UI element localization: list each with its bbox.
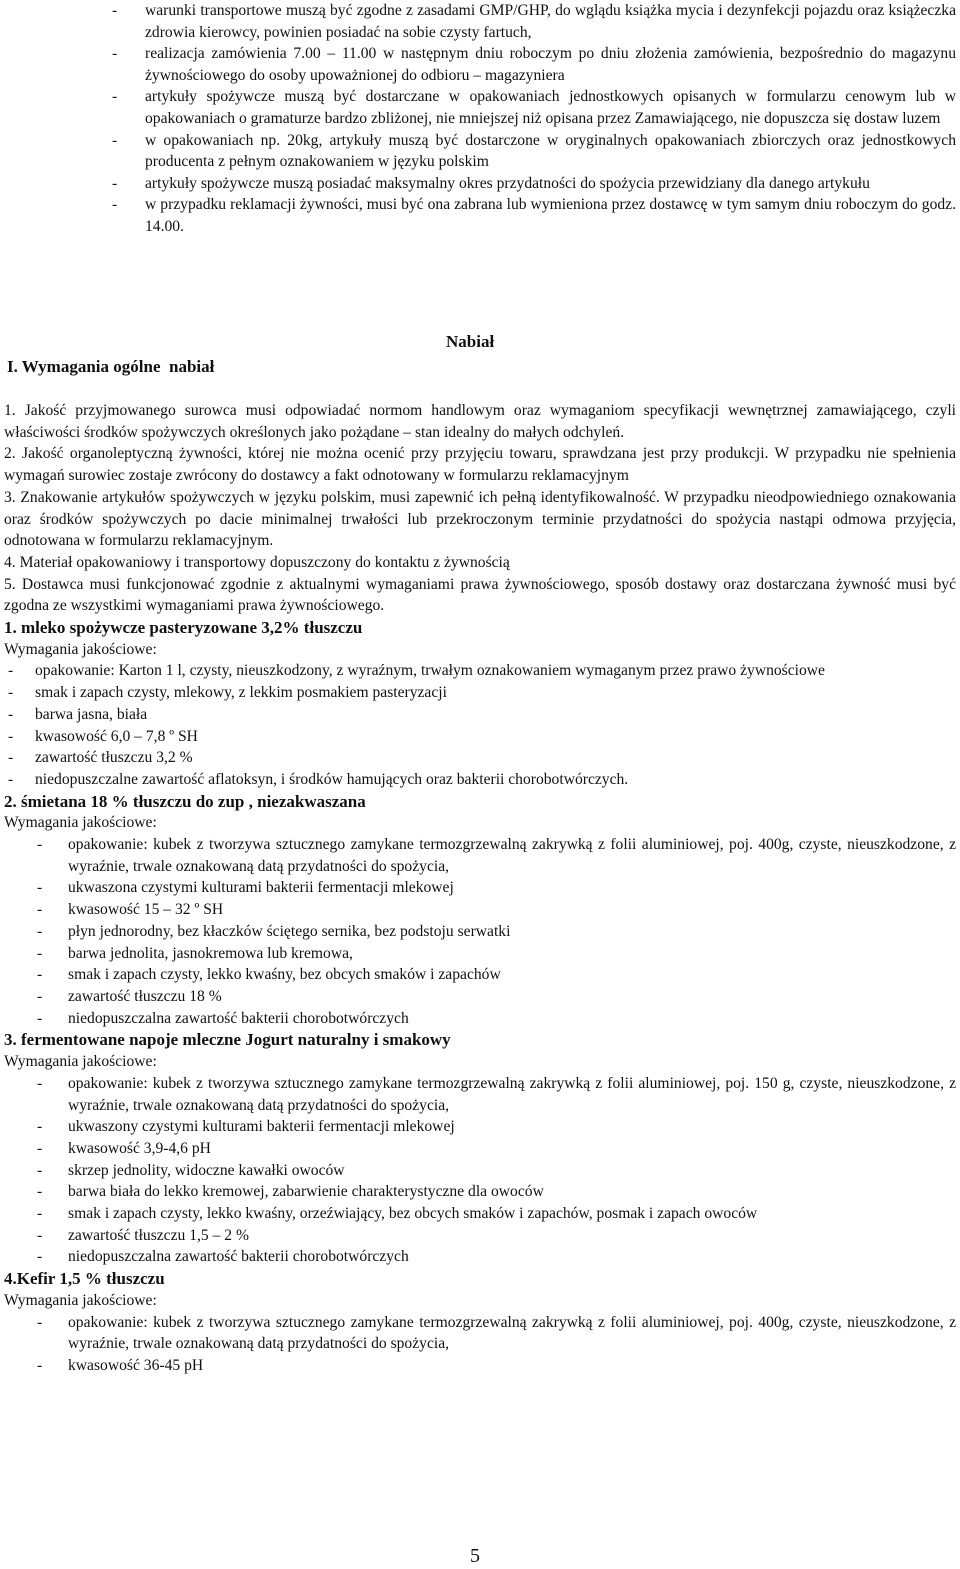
bullet-dash: - — [8, 705, 14, 723]
list-item — [4, 86, 956, 129]
bullet-dash: - — [37, 1313, 43, 1331]
bullet-dash: - — [112, 88, 118, 106]
list-item-text: smak i zapach czysty, lekko kwaśny, bez obcych smaków i zapachów — [68, 966, 501, 984]
list-item-text: w opakowaniach np. 20kg, artykuły muszą być dostarczone w oryginalnych opakowaniach zbiorczych oraz jednostkowych producenta z pełnym oznakowaniem w języku polskim — [145, 131, 956, 171]
list-item — [4, 964, 956, 986]
list-item-text: artykuły spożywcze muszą posiadać maksymalny okres przydatności do spożycia przewidziany dla danego artykułu — [145, 174, 870, 192]
list-item — [4, 877, 956, 899]
general-requirement: 2. Jakość organoleptyczną żywności, której nie można ocenić przy przyjęciu towaru, sprawdzana jest przy produkcji. W przypadku nie spełnienia wymagań surowiec zostaje zwrócony do dostawcy a fakt odnotowany w formularzu reklamacyjnym — [4, 445, 956, 485]
list-item-text: płyn jednorodny, bez kłaczków ściętego sernika, bez podstoju serwatki — [68, 922, 511, 940]
list-item-text: barwa jednolita, jasnokremowa lub kremowa, — [68, 944, 353, 962]
list-item — [4, 1246, 956, 1268]
bullet-dash: - — [8, 727, 14, 745]
bullet-dash: - — [37, 1161, 43, 1179]
bullet-dash: - — [8, 662, 14, 680]
list-item-text: barwa biała do lekko kremowej, zabarwienie charakterystyczne dla owoców — [68, 1183, 544, 1201]
requirements-label: Wymagania jakościowe: — [4, 814, 157, 832]
bullet-dash: - — [37, 1226, 43, 1244]
section-title: Nabiał — [446, 332, 495, 351]
list-item-text: w przypadku reklamacji żywności, musi być ona zabrana lub wymieniona przez dostawcę w tym samym dniu roboczym do godz. 14.00. — [145, 196, 956, 235]
bullet-dash: - — [37, 1118, 43, 1136]
list-item — [4, 726, 956, 748]
list-item — [4, 1312, 956, 1355]
bullet-dash: - — [37, 1183, 43, 1201]
list-item-text: skrzep jednolity, widoczne kawałki owoców — [68, 1161, 345, 1179]
requirements-label: Wymagania jakościowe: — [4, 1053, 157, 1071]
requirements-body — [4, 400, 956, 1377]
list-item-text: barwa jasna, biała — [35, 705, 148, 723]
list-item — [4, 194, 956, 237]
list-item — [4, 0, 956, 43]
list-item — [4, 834, 956, 877]
list-item — [4, 704, 956, 726]
list-item-text: kwasowość 15 – 32 º SH — [68, 901, 224, 919]
list-item-text: ukwaszony czystymi kulturami bakterii fermentacji mlekowej — [68, 1118, 455, 1136]
list-item — [4, 1181, 956, 1203]
bullet-dash: - — [37, 966, 43, 984]
list-item-text: opakowanie: kubek z tworzywa sztucznego zamykane termozgrzewalną zakrywką z folii aluminiowej, poj. 400g, czyste, nieuszkodzone, z wyraźnie, trwale oznakowaną datą przydatności do spożycia, — [68, 836, 956, 875]
list-item — [4, 747, 956, 769]
requirements-heading: I. Wymagania ogólne nabiał — [7, 357, 215, 376]
list-item — [4, 1073, 956, 1116]
list-item — [4, 1225, 956, 1247]
list-item — [4, 1008, 956, 1030]
bullet-dash: - — [37, 901, 43, 919]
product-title: 3. fermentowane napoje mleczne Jogurt naturalny i smakowy — [4, 1030, 451, 1050]
product-title: 4.Kefir 1,5 % tłuszczu — [4, 1269, 165, 1289]
list-item-text: artykuły spożywcze muszą być dostarczane w opakowaniach jednostkowych opisanych w formularzu cenowym lub w opakowaniach o gramaturze bardzo zbliżonej, nie mniejszej niż opisana przez Zamawiającego, nie dopuszcza się dostaw luzem — [145, 88, 956, 127]
list-item-text: zawartość tłuszczu 18 % — [68, 987, 222, 1005]
bullet-dash: - — [37, 944, 43, 962]
bullet-dash: - — [112, 2, 118, 19]
list-item — [4, 130, 956, 173]
product-requirements-list — [4, 1312, 956, 1377]
list-item-text: kwasowość 36-45 pH — [68, 1356, 204, 1374]
delivery-conditions-list — [4, 0, 956, 238]
bullet-dash: - — [37, 1009, 43, 1027]
list-item-text: ukwaszona czystymi kulturami bakterii fermentacji mlekowej — [68, 879, 454, 897]
bullet-dash: - — [37, 879, 43, 897]
bullet-dash: - — [37, 987, 43, 1005]
list-item — [4, 986, 956, 1008]
bullet-dash: - — [37, 836, 43, 854]
product-requirements-list — [4, 834, 956, 1029]
bullet-dash: - — [37, 1248, 43, 1266]
general-requirement: 4. Materiał opakowaniowy i transportowy dopuszczony do kontaktu z żywnością — [4, 553, 510, 571]
general-requirement: 5. Dostawca musi funkcjonować zgodnie z aktualnymi wymaganiami prawa żywnościowego, sposób dostawy oraz dostarczana żywność musi być zgodna ze wszystkimi wymaganiami prawa żywnościowego. — [4, 575, 956, 615]
bullet-dash: - — [112, 196, 118, 214]
product-requirements-list — [4, 1073, 956, 1268]
bullet-dash: - — [37, 1205, 43, 1223]
list-item — [4, 899, 956, 921]
list-item-text: opakowanie: Karton 1 l, czysty, nieuszkodzony, z wyraźnym, trwałym oznakowaniem wymaganym przez prawo żywnościowe — [35, 662, 825, 680]
list-item — [4, 1138, 956, 1160]
product-title: 2. śmietana 18 % tłuszczu do zup , niezakwaszana — [4, 791, 366, 811]
list-item-text: kwasowość 3,9-4,6 pH — [68, 1139, 211, 1157]
list-item-text: smak i zapach czysty, mlekowy, z lekkim posmakiem pasteryzacji — [35, 684, 447, 702]
bullet-dash: - — [37, 1074, 43, 1092]
list-item-text: smak i zapach czysty, lekko kwaśny, orzeźwiający, bez obcych smaków i zapachów, posmak i zapach owoców — [68, 1205, 758, 1223]
list-item — [4, 1355, 956, 1377]
bullet-dash: - — [37, 1139, 43, 1157]
list-item-text: zawartość tłuszczu 3,2 % — [35, 749, 193, 767]
list-item-text: niedopuszczalna zawartość bakterii chorobotwórczych — [68, 1248, 409, 1266]
bullet-dash: - — [112, 174, 118, 192]
list-item-text: niedopuszczalne zawartość aflatoksyn, i środków hamujących oraz bakterii chorobotwórczych. — [35, 770, 629, 788]
list-item — [4, 943, 956, 965]
list-item — [4, 43, 956, 86]
bullet-dash: - — [37, 1356, 43, 1374]
bullet-dash: - — [8, 684, 14, 702]
general-requirement: 1. Jakość przyjmowanego surowca musi odpowiadać normom handlowym oraz wymaganiom specyfikacji wewnętrznej zamawiającego, czyli właściwości środków spożywczych określonych jako pożądane – stan idealny do małych odchyleń. — [4, 402, 956, 441]
requirements-label: Wymagania jakościowe: — [4, 1291, 157, 1309]
list-item-text: opakowanie: kubek z tworzywa sztucznego zamykane termozgrzewalną zakrywką z folii aluminiowej, poj. 400g, czyste, nieuszkodzone, z wyraźnie, trwale oznakowaną datą przydatności do spożycia, — [68, 1313, 956, 1353]
list-item — [4, 769, 956, 791]
list-item — [4, 921, 956, 943]
bullet-dash: - — [37, 922, 43, 940]
general-requirement: 3. Znakowanie artykułów spożywczych w języku polskim, musi zapewnić ich pełną identyfikowalność. W przypadku nieodpowiedniego oznakowania oraz środków spożywczych po dacie minimalnej trwałości lub przekroczonym terminie przydatności do spożycia nastąpi odmowa przyjęcia, odnotowana w formularzu reklamacyjnym. — [4, 488, 956, 550]
list-item-text: zawartość tłuszczu 1,5 – 2 % — [68, 1226, 249, 1244]
list-item-text: niedopuszczalna zawartość bakterii chorobotwórczych — [68, 1009, 409, 1027]
bullet-dash: - — [112, 131, 118, 149]
product-title: 1. mleko spożywcze pasteryzowane 3,2% tłuszczu — [4, 618, 363, 638]
list-item — [4, 1116, 956, 1138]
list-item-text: warunki transportowe muszą być zgodne z zasadami GMP/GHP, do wglądu książka mycia i dezynfekcji pojazdu oraz książeczka zdrowia kierowcy, powinien posiadać na sobie czysty fartuch, — [145, 2, 956, 41]
page-number: 5 — [470, 1545, 480, 1567]
product-requirements-list — [4, 660, 956, 790]
list-item — [4, 682, 956, 704]
requirements-label: Wymagania jakościowe: — [4, 640, 157, 658]
list-item — [4, 660, 956, 682]
list-item — [4, 1203, 956, 1225]
list-item — [4, 173, 956, 195]
list-item-text: opakowanie: kubek z tworzywa sztucznego zamykane termozgrzewalną zakrywką z folii aluminiowej, poj. 150 g, czyste, nieuszkodzone, z wyraźnie, trwale oznakowaną datą przydatności do spożycia, — [68, 1074, 956, 1114]
list-item — [4, 1160, 956, 1182]
bullet-dash: - — [112, 45, 118, 63]
list-item-text: realizacja zamówienia 7.00 – 11.00 w następnym dniu roboczym po dniu złożenia zamówienia, bezpośrednio do magazynu żywnościowego do osoby upoważnionej do odbioru – magazyniera — [145, 45, 956, 84]
bullet-dash: - — [8, 749, 14, 767]
bullet-dash: - — [8, 770, 14, 788]
list-item-text: kwasowość 6,0 – 7,8 º SH — [35, 727, 198, 745]
